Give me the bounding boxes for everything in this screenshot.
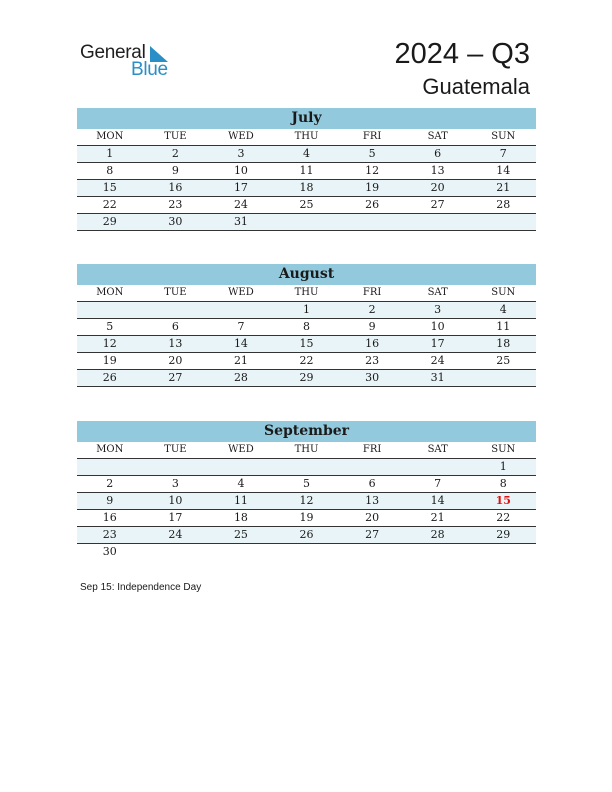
day-cell: 11 — [299, 164, 314, 177]
weekday-label: MON — [96, 287, 124, 298]
day-cell: 2 — [368, 303, 376, 316]
day-cell — [274, 214, 340, 230]
weekday-label: THU — [294, 131, 319, 142]
day-cell: 6 — [434, 147, 442, 160]
day-cell: 22 — [102, 198, 117, 211]
day-cell: 13 — [430, 164, 445, 177]
day-cell: 18 — [299, 181, 314, 194]
day-cell — [274, 544, 340, 560]
day-cell — [77, 302, 143, 318]
weekday-header-row — [77, 129, 536, 146]
weekday-header-row — [77, 285, 536, 302]
week-row — [77, 459, 536, 476]
day-cell — [143, 544, 209, 560]
holiday-note: Sep 15: Independence Day — [80, 582, 202, 593]
day-cell: 20 — [168, 354, 183, 367]
day-cell: 19 — [365, 181, 380, 194]
day-cell — [405, 214, 471, 230]
day-cell: 7 — [434, 477, 442, 490]
day-cell: 26 — [102, 371, 117, 384]
month-header: August — [77, 264, 536, 285]
day-cell: 6 — [171, 320, 179, 333]
day-cell: 10 — [233, 164, 248, 177]
day-cell: 16 — [102, 511, 117, 524]
weekday-label: FRI — [362, 131, 382, 142]
day-cell — [143, 459, 209, 475]
day-cell: 29 — [299, 371, 314, 384]
day-cell: 13 — [365, 494, 380, 507]
day-cell: 7 — [499, 147, 507, 160]
day-cell: 17 — [430, 337, 445, 350]
day-cell: 4 — [303, 147, 311, 160]
day-cell: 19 — [299, 511, 314, 524]
weekday-label: SUN — [491, 287, 516, 298]
day-cell: 19 — [102, 354, 117, 367]
day-cell: 12 — [365, 164, 380, 177]
day-cell: 15 — [299, 337, 314, 350]
weekday-label: TUE — [164, 287, 187, 298]
day-cell — [470, 214, 536, 230]
day-cell — [405, 459, 471, 475]
day-cell — [339, 459, 405, 475]
day-cell: 2 — [171, 147, 179, 160]
week-row — [77, 319, 536, 336]
weekday-label: SAT — [427, 444, 448, 455]
day-cell: 31 — [233, 215, 248, 228]
day-cell: 27 — [430, 198, 445, 211]
week-row — [77, 302, 536, 319]
day-cell: 28 — [233, 371, 248, 384]
day-cell: 8 — [106, 164, 114, 177]
day-cell: 22 — [299, 354, 314, 367]
month-header: July — [77, 108, 536, 129]
week-row — [77, 527, 536, 544]
day-cell: 18 — [233, 511, 248, 524]
day-cell: 4 — [237, 477, 245, 490]
day-cell: 9 — [368, 320, 376, 333]
day-cell: 21 — [430, 511, 445, 524]
day-cell: 25 — [496, 354, 511, 367]
day-cell — [208, 302, 274, 318]
day-cell: 25 — [299, 198, 314, 211]
day-cell: 11 — [233, 494, 248, 507]
weekday-label: WED — [228, 131, 254, 142]
day-cell: 20 — [430, 181, 445, 194]
weekday-label: SAT — [427, 131, 448, 142]
week-row — [77, 336, 536, 353]
weekday-header-row — [77, 442, 536, 459]
day-cell: 27 — [365, 528, 380, 541]
day-cell: 28 — [496, 198, 511, 211]
day-cell: 1 — [106, 147, 114, 160]
month-calendar-august — [77, 264, 536, 387]
day-cell: 14 — [496, 164, 511, 177]
day-cell: 15 — [102, 181, 117, 194]
day-cell: 6 — [368, 477, 376, 490]
day-cell — [339, 544, 405, 560]
page-subtitle: Guatemala — [422, 74, 530, 99]
month-header: September — [77, 421, 536, 442]
day-cell: 3 — [237, 147, 245, 160]
weekday-label: FRI — [362, 444, 382, 455]
week-row — [77, 493, 536, 510]
month-calendar-july — [77, 108, 536, 231]
weekday-label: SAT — [427, 287, 448, 298]
logo-blue-text: Blue — [131, 59, 168, 80]
day-cell: 17 — [233, 181, 248, 194]
weekday-label: SUN — [491, 131, 516, 142]
week-row — [77, 163, 536, 180]
day-cell: 14 — [430, 494, 445, 507]
day-cell: 21 — [496, 181, 511, 194]
day-cell: 11 — [496, 320, 511, 333]
day-cell: 18 — [496, 337, 511, 350]
day-cell: 26 — [365, 198, 380, 211]
day-cell: 17 — [168, 511, 183, 524]
weekday-label: WED — [228, 287, 254, 298]
day-cell: 23 — [102, 528, 117, 541]
day-cell: 29 — [496, 528, 511, 541]
logo-general-text: General — [80, 42, 146, 63]
day-cell — [208, 459, 274, 475]
day-cell: 20 — [365, 511, 380, 524]
day-cell: 30 — [365, 371, 380, 384]
day-cell: 2 — [106, 477, 114, 490]
day-cell: 8 — [303, 320, 311, 333]
day-cell — [339, 214, 405, 230]
day-cell: 24 — [233, 198, 248, 211]
day-cell — [470, 370, 536, 386]
day-cell: 5 — [368, 147, 376, 160]
day-cell: 27 — [168, 371, 183, 384]
day-cell: 9 — [171, 164, 179, 177]
day-cell: 16 — [365, 337, 380, 350]
day-cell: 24 — [168, 528, 183, 541]
day-cell: 21 — [233, 354, 248, 367]
week-row — [77, 180, 536, 197]
day-cell — [143, 302, 209, 318]
day-cell: 5 — [106, 320, 114, 333]
week-row — [77, 510, 536, 527]
day-cell: 5 — [303, 477, 311, 490]
weekday-label: FRI — [362, 287, 382, 298]
day-cell: 31 — [430, 371, 445, 384]
day-cell — [470, 544, 536, 560]
weekday-label: MON — [96, 444, 124, 455]
day-cell — [405, 544, 471, 560]
week-row — [77, 353, 536, 370]
weekday-label: THU — [294, 444, 319, 455]
weekday-label: SUN — [491, 444, 516, 455]
day-cell: 13 — [168, 337, 183, 350]
day-cell: 24 — [430, 354, 445, 367]
holiday-day-cell: 15 — [495, 494, 511, 507]
day-cell: 3 — [434, 303, 442, 316]
day-cell: 16 — [168, 181, 183, 194]
day-cell: 29 — [102, 215, 117, 228]
day-cell: 1 — [303, 303, 311, 316]
weekday-label: TUE — [164, 131, 187, 142]
day-cell: 10 — [168, 494, 183, 507]
day-cell: 22 — [496, 511, 511, 524]
day-cell: 26 — [299, 528, 314, 541]
day-cell: 23 — [365, 354, 380, 367]
weekday-label: MON — [96, 131, 124, 142]
day-cell — [274, 459, 340, 475]
day-cell: 12 — [102, 337, 117, 350]
day-cell — [208, 544, 274, 560]
weekday-label: WED — [228, 444, 254, 455]
day-cell: 14 — [233, 337, 248, 350]
day-cell: 7 — [237, 320, 245, 333]
page-title: 2024 – Q3 — [394, 38, 530, 70]
week-row — [77, 146, 536, 163]
week-row — [77, 476, 536, 493]
day-cell: 1 — [499, 460, 507, 473]
day-cell: 8 — [499, 477, 507, 490]
weekday-label: THU — [294, 287, 319, 298]
weekday-label: TUE — [164, 444, 187, 455]
week-row — [77, 197, 536, 214]
day-cell — [77, 459, 143, 475]
week-row — [77, 370, 536, 387]
day-cell: 9 — [106, 494, 114, 507]
day-cell: 10 — [430, 320, 445, 333]
day-cell: 4 — [499, 303, 507, 316]
day-cell: 23 — [168, 198, 183, 211]
month-calendar-september — [77, 421, 536, 560]
day-cell: 12 — [299, 494, 314, 507]
day-cell: 30 — [102, 545, 117, 558]
generalblue-logo — [80, 42, 180, 82]
day-cell: 30 — [168, 215, 183, 228]
week-row — [77, 214, 536, 231]
day-cell: 28 — [430, 528, 445, 541]
day-cell: 3 — [171, 477, 179, 490]
day-cell: 25 — [233, 528, 248, 541]
week-row — [77, 544, 536, 560]
